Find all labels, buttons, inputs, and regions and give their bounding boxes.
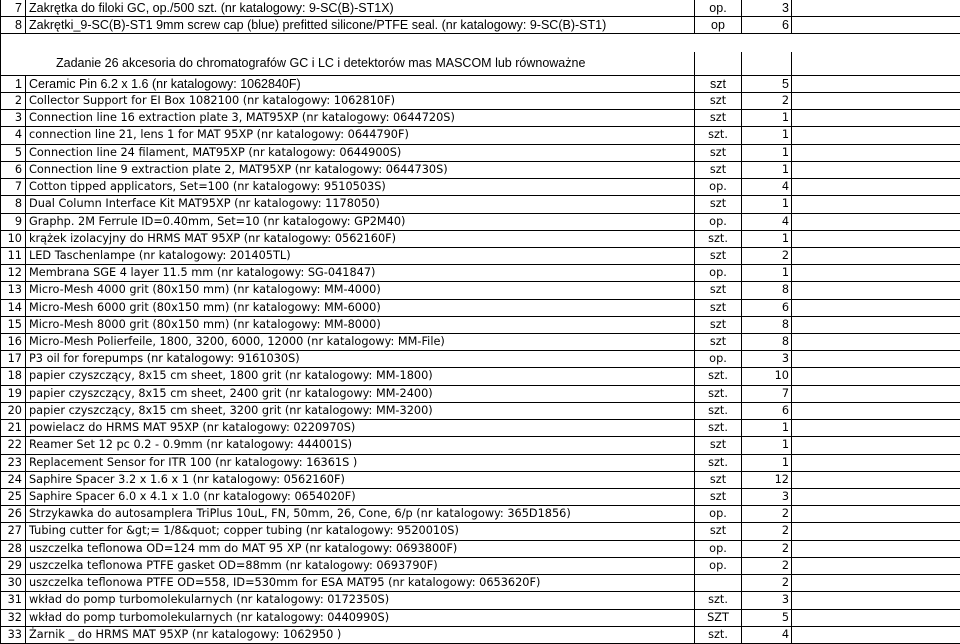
table-row	[0, 196, 960, 213]
unit-cell[interactable]: szt	[695, 110, 742, 126]
quantity-cell[interactable]: 3	[742, 489, 792, 505]
item-name-cell[interactable]: Reamer Set 12 pc 0.2 - 0.9mm (nr katalogowy: 444001S)	[26, 437, 695, 453]
item-name-cell[interactable]: wkład do pomp turbomolekularnych (nr katalogowy: 0440990S)	[26, 610, 695, 626]
row-number-cell[interactable]: 29	[0, 558, 26, 574]
section-header-row	[0, 52, 960, 76]
table-row	[0, 334, 960, 351]
item-name-cell[interactable]: Micro-Mesh 4000 grit (80x150 mm) (nr katalogowy: MM-4000)	[26, 282, 695, 298]
item-name-cell[interactable]: powielacz do HRMS MAT 95XP (nr katalogowy: 0220970S)	[26, 420, 695, 436]
quantity-cell[interactable]: 6	[742, 403, 792, 419]
table-row	[0, 76, 960, 93]
table-row	[0, 265, 960, 282]
quantity-cell[interactable]: 5	[742, 610, 792, 626]
row-number-cell[interactable]: 9	[0, 214, 26, 230]
left-border	[0, 0, 1, 644]
row-number-cell[interactable]: 31	[0, 592, 26, 608]
item-name-cell[interactable]: Saphire Spacer 6.0 x 4.1 x 1.0 (nr katalogowy: 0654020F)	[26, 489, 695, 505]
quantity-cell[interactable]: 5	[742, 76, 792, 92]
table-row	[0, 523, 960, 540]
unit-cell[interactable]: op	[695, 17, 742, 33]
row-number-cell[interactable]: 26	[0, 506, 26, 522]
quantity-cell[interactable]: 8	[742, 282, 792, 298]
item-name-cell[interactable]: Micro-Mesh 6000 grit (80x150 mm) (nr katalogowy: MM-6000)	[26, 300, 695, 316]
table-row	[0, 420, 960, 437]
quantity-cell[interactable]: 3	[742, 351, 792, 367]
item-name-cell[interactable]: uszczelka teflonowa OD=124 mm do MAT 95 XP (nr katalogowy: 0693800F)	[26, 541, 695, 557]
quantity-cell[interactable]: 1	[742, 265, 792, 281]
table-row	[0, 162, 960, 179]
item-name-cell[interactable]: Graphp. 2M Ferrule ID=0.40mm, Set=10 (nr katalogowy: GP2M40)	[26, 214, 695, 230]
item-name-cell[interactable]: Dual Column Interface Kit MAT95XP (nr katalogowy: 1178050)	[26, 196, 695, 212]
row-number-cell[interactable]: 16	[0, 334, 26, 350]
unit-cell[interactable]: szt	[695, 317, 742, 333]
row-number-cell[interactable]: 7	[0, 0, 26, 16]
quantity-cell[interactable]: 2	[742, 248, 792, 264]
quantity-cell[interactable]: 1	[742, 196, 792, 212]
quantity-cell[interactable]: 2	[742, 541, 792, 557]
unit-cell[interactable]: szt.	[695, 231, 742, 247]
row-number-cell[interactable]: 23	[0, 455, 26, 471]
item-name-cell[interactable]: LED Taschenlampe (nr katalogowy: 201405TL)	[26, 248, 695, 264]
unit-cell[interactable]	[695, 575, 742, 591]
quantity-cell[interactable]: 7	[742, 386, 792, 402]
row-number-cell[interactable]	[0, 34, 26, 52]
table-row	[0, 127, 960, 144]
quantity-cell[interactable]: 3	[742, 0, 792, 16]
row-number-cell[interactable]: 13	[0, 282, 26, 298]
row-number-cell[interactable]: 19	[0, 386, 26, 402]
item-name-cell[interactable]: papier czyszczący, 8x15 cm sheet, 1800 grit (nr katalogowy: MM-1800)	[26, 368, 695, 384]
unit-cell[interactable]: szt.	[695, 455, 742, 471]
table-row	[0, 317, 960, 334]
item-name-cell[interactable]	[26, 34, 695, 52]
table-row	[0, 145, 960, 162]
row-number-cell[interactable]: 28	[0, 541, 26, 557]
table-row	[0, 214, 960, 231]
table-row	[0, 368, 960, 385]
item-name-cell[interactable]: Zakrętki_9-SC(B)-ST1 9mm screw cap (blue) prefitted silicone/PTFE seal. (nr katalogowy: 9-SC(B)-ST1)	[26, 17, 695, 33]
row-number-cell[interactable]: 8	[0, 17, 26, 33]
quantity-cell[interactable]: 4	[742, 214, 792, 230]
row-number-cell[interactable]: 27	[0, 523, 26, 539]
row-number-cell[interactable]: 20	[0, 403, 26, 419]
table-row	[0, 592, 960, 609]
unit-cell[interactable]: szt	[695, 196, 742, 212]
row-number-cell[interactable]: 4	[0, 127, 26, 143]
unit-cell[interactable]: szt.	[695, 592, 742, 608]
quantity-cell[interactable]: 1	[742, 145, 792, 161]
table-row	[0, 627, 960, 644]
item-name-cell[interactable]: Connection line 9 extraction plate 2, MAT95XP (nr katalogowy: 0644730S)	[26, 162, 695, 178]
item-name-cell[interactable]: connection line 21, lens 1 for MAT 95XP (nr katalogowy: 0644790F)	[26, 127, 695, 143]
table-row	[0, 300, 960, 317]
item-name-cell[interactable]: papier czyszczący, 8x15 cm sheet, 2400 grit (nr katalogowy: MM-2400)	[26, 386, 695, 402]
table-row	[0, 231, 960, 248]
quantity-cell[interactable]: 8	[742, 317, 792, 333]
table-row	[0, 610, 960, 627]
row-number-cell[interactable]: 2	[0, 93, 26, 109]
table-row	[0, 110, 960, 127]
table-row	[0, 0, 960, 17]
table-row	[0, 351, 960, 368]
row-number-cell[interactable]: 11	[0, 248, 26, 264]
unit-cell[interactable]: SZT	[695, 610, 742, 626]
quantity-cell[interactable]: 10	[742, 368, 792, 384]
unit-cell[interactable]: szt	[695, 162, 742, 178]
item-name-cell[interactable]: Membrana SGE 4 layer 11.5 mm (nr katalogowy: SG-041847)	[26, 265, 695, 281]
unit-cell[interactable]: szt.	[695, 627, 742, 643]
unit-cell[interactable]: op.	[695, 214, 742, 230]
quantity-cell[interactable]: 12	[742, 472, 792, 488]
table-row	[0, 17, 960, 34]
unit-cell[interactable]: szt	[695, 334, 742, 350]
row-number-cell[interactable]: 1	[0, 76, 26, 92]
unit-cell[interactable]: szt	[695, 282, 742, 298]
item-name-cell[interactable]: Connection line 16 extraction plate 3, MAT95XP (nr katalogowy: 0644720S)	[26, 110, 695, 126]
unit-cell[interactable]: szt.	[695, 420, 742, 436]
table-row	[0, 282, 960, 299]
row-number-cell[interactable]: 32	[0, 610, 26, 626]
unit-cell[interactable]: op.	[695, 558, 742, 574]
quantity-cell[interactable]: 2	[742, 558, 792, 574]
row-number-cell[interactable]: 22	[0, 437, 26, 453]
unit-cell[interactable]: szt	[695, 76, 742, 92]
quantity-cell[interactable]: 2	[742, 575, 792, 591]
unit-cell[interactable]: szt	[695, 489, 742, 505]
row-number-cell[interactable]: 3	[0, 110, 26, 126]
item-name-cell[interactable]: Ceramic Pin 6.2 x 1.6 (nr katalogowy: 1062840F)	[26, 76, 695, 92]
row-number-cell[interactable]: 18	[0, 368, 26, 384]
table-row	[0, 489, 960, 506]
quantity-cell[interactable]: 6	[742, 300, 792, 316]
quantity-cell[interactable]: 2	[742, 506, 792, 522]
item-name-cell[interactable]: krążek izolacyjny do HRMS MAT 95XP (nr katalogowy: 0562160F)	[26, 231, 695, 247]
table-row	[0, 248, 960, 265]
table-row	[0, 386, 960, 403]
unit-cell[interactable]: szt	[695, 93, 742, 109]
item-name-cell[interactable]: uszczelka teflonowa PTFE gasket OD=88mm (nr katalogowy: 0693790F)	[26, 558, 695, 574]
item-name-cell[interactable]: wkład do pomp turbomolekularnych (nr katalogowy: 0172350S)	[26, 592, 695, 608]
unit-cell[interactable]: szt	[695, 437, 742, 453]
unit-cell[interactable]: szt.	[695, 403, 742, 419]
unit-cell[interactable]: op.	[695, 506, 742, 522]
quantity-cell[interactable]: 6	[742, 17, 792, 33]
item-name-cell[interactable]: Zakrętka do filoki GC, op./500 szt. (nr katalogowy: 9-SC(B)-ST1X)	[26, 0, 695, 16]
row-number-cell[interactable]: 30	[0, 575, 26, 591]
row-number-cell[interactable]: 25	[0, 489, 26, 505]
row-number-cell[interactable]: 10	[0, 231, 26, 247]
item-name-cell[interactable]: Saphire Spacer 3.2 x 1.6 x 1 (nr katalogowy: 0562160F)	[26, 472, 695, 488]
table-row	[0, 455, 960, 472]
row-number-cell[interactable]: 21	[0, 420, 26, 436]
row-number-cell[interactable]: 33	[0, 627, 26, 643]
row-number-cell[interactable]: 12	[0, 265, 26, 281]
table-row	[0, 179, 960, 196]
table-row	[0, 437, 960, 454]
quantity-cell[interactable]: 1	[742, 162, 792, 178]
item-name-cell[interactable]: uszczelka teflonowa PTFE OD=558, ID=530mm for ESA MAT95 (nr katalogowy: 0653620F)	[26, 575, 695, 591]
unit-cell[interactable]: szt.	[695, 386, 742, 402]
quantity-cell[interactable]: 1	[742, 455, 792, 471]
unit-cell[interactable]: szt	[695, 472, 742, 488]
table-row	[0, 506, 960, 523]
item-name-cell[interactable]: Cotton tipped applicators, Set=100 (nr katalogowy: 9510503S)	[26, 179, 695, 195]
unit-cell[interactable]: szt	[695, 248, 742, 264]
item-name-cell[interactable]: Collector Support for EI Box 1082100 (nr katalogowy: 1062810F)	[26, 93, 695, 109]
quantity-cell[interactable]: 8	[742, 334, 792, 350]
table-row	[0, 93, 960, 110]
row-number-cell[interactable]: 5	[0, 145, 26, 161]
item-name-cell[interactable]: papier czyszczący, 8x15 cm sheet, 3200 grit (nr katalogowy: MM-3200)	[26, 403, 695, 419]
item-name-cell[interactable]: Zadanie 26 akcesoria do chromatografów GC i LC i detektorów mas MASCOM lub równoważne	[26, 52, 695, 75]
unit-cell[interactable]: op.	[695, 351, 742, 367]
quantity-cell[interactable]: 1	[742, 437, 792, 453]
item-name-cell[interactable]: Tubing cutter for &gt;= 1/8&quot; copper tubing (nr katalogowy: 9520010S)	[26, 523, 695, 539]
row-number-cell[interactable]: 14	[0, 300, 26, 316]
quantity-cell[interactable]: 1	[742, 420, 792, 436]
item-name-cell[interactable]: Strzykawka do autosamplera TriPlus 10uL, FN, 50mm, 26, Cone, 6/p (nr katalogowy: 365D1856)	[26, 506, 695, 522]
unit-cell[interactable]: szt	[695, 145, 742, 161]
table-row	[0, 472, 960, 489]
quantity-cell[interactable]: 1	[742, 127, 792, 143]
item-name-cell[interactable]: P3 oil for forepumps (nr katalogowy: 9161030S)	[26, 351, 695, 367]
quantity-cell[interactable]: 1	[742, 231, 792, 247]
unit-cell[interactable]: op.	[695, 541, 742, 557]
row-number-cell[interactable]	[0, 52, 26, 75]
quantity-cell[interactable]: 2	[742, 523, 792, 539]
quantity-cell[interactable]: 4	[742, 179, 792, 195]
item-name-cell[interactable]: Micro-Mesh Polierfeile, 1800, 3200, 6000, 12000 (nr katalogowy: MM-File)	[26, 334, 695, 350]
row-number-cell[interactable]: 7	[0, 179, 26, 195]
table-row	[0, 541, 960, 558]
quantity-cell[interactable]	[742, 52, 792, 75]
item-name-cell[interactable]: Replacement Sensor for ITR 100 (nr katalogowy: 16361S )	[26, 455, 695, 471]
unit-cell[interactable]	[695, 34, 742, 52]
item-name-cell[interactable]: Żarnik _ do HRMS MAT 95XP (nr katalogowy: 1062950 )	[26, 627, 695, 643]
quantity-cell[interactable]: 2	[742, 93, 792, 109]
unit-cell[interactable]: op.	[695, 179, 742, 195]
unit-cell[interactable]: szt	[695, 300, 742, 316]
table-row	[0, 575, 960, 592]
unit-cell[interactable]: szt.	[695, 127, 742, 143]
unit-cell[interactable]: szt	[695, 523, 742, 539]
item-name-cell[interactable]: Connection line 24 filament, MAT95XP (nr katalogowy: 0644900S)	[26, 145, 695, 161]
row-number-cell[interactable]: 15	[0, 317, 26, 333]
row-number-cell[interactable]: 24	[0, 472, 26, 488]
quantity-cell[interactable]: 4	[742, 627, 792, 643]
row-number-cell[interactable]: 17	[0, 351, 26, 367]
item-name-cell[interactable]: Micro-Mesh 8000 grit (80x150 mm) (nr katalogowy: MM-8000)	[26, 317, 695, 333]
blank-row	[0, 34, 960, 52]
unit-cell[interactable]: szt.	[695, 368, 742, 384]
table-row	[0, 403, 960, 420]
unit-cell[interactable]	[695, 52, 742, 75]
unit-cell[interactable]: op.	[695, 0, 742, 16]
row-number-cell[interactable]: 8	[0, 196, 26, 212]
unit-cell[interactable]: op.	[695, 265, 742, 281]
quantity-cell[interactable]: 1	[742, 110, 792, 126]
quantity-cell[interactable]	[742, 34, 792, 52]
quantity-cell[interactable]: 3	[742, 592, 792, 608]
table-row	[0, 558, 960, 575]
row-number-cell[interactable]: 6	[0, 162, 26, 178]
